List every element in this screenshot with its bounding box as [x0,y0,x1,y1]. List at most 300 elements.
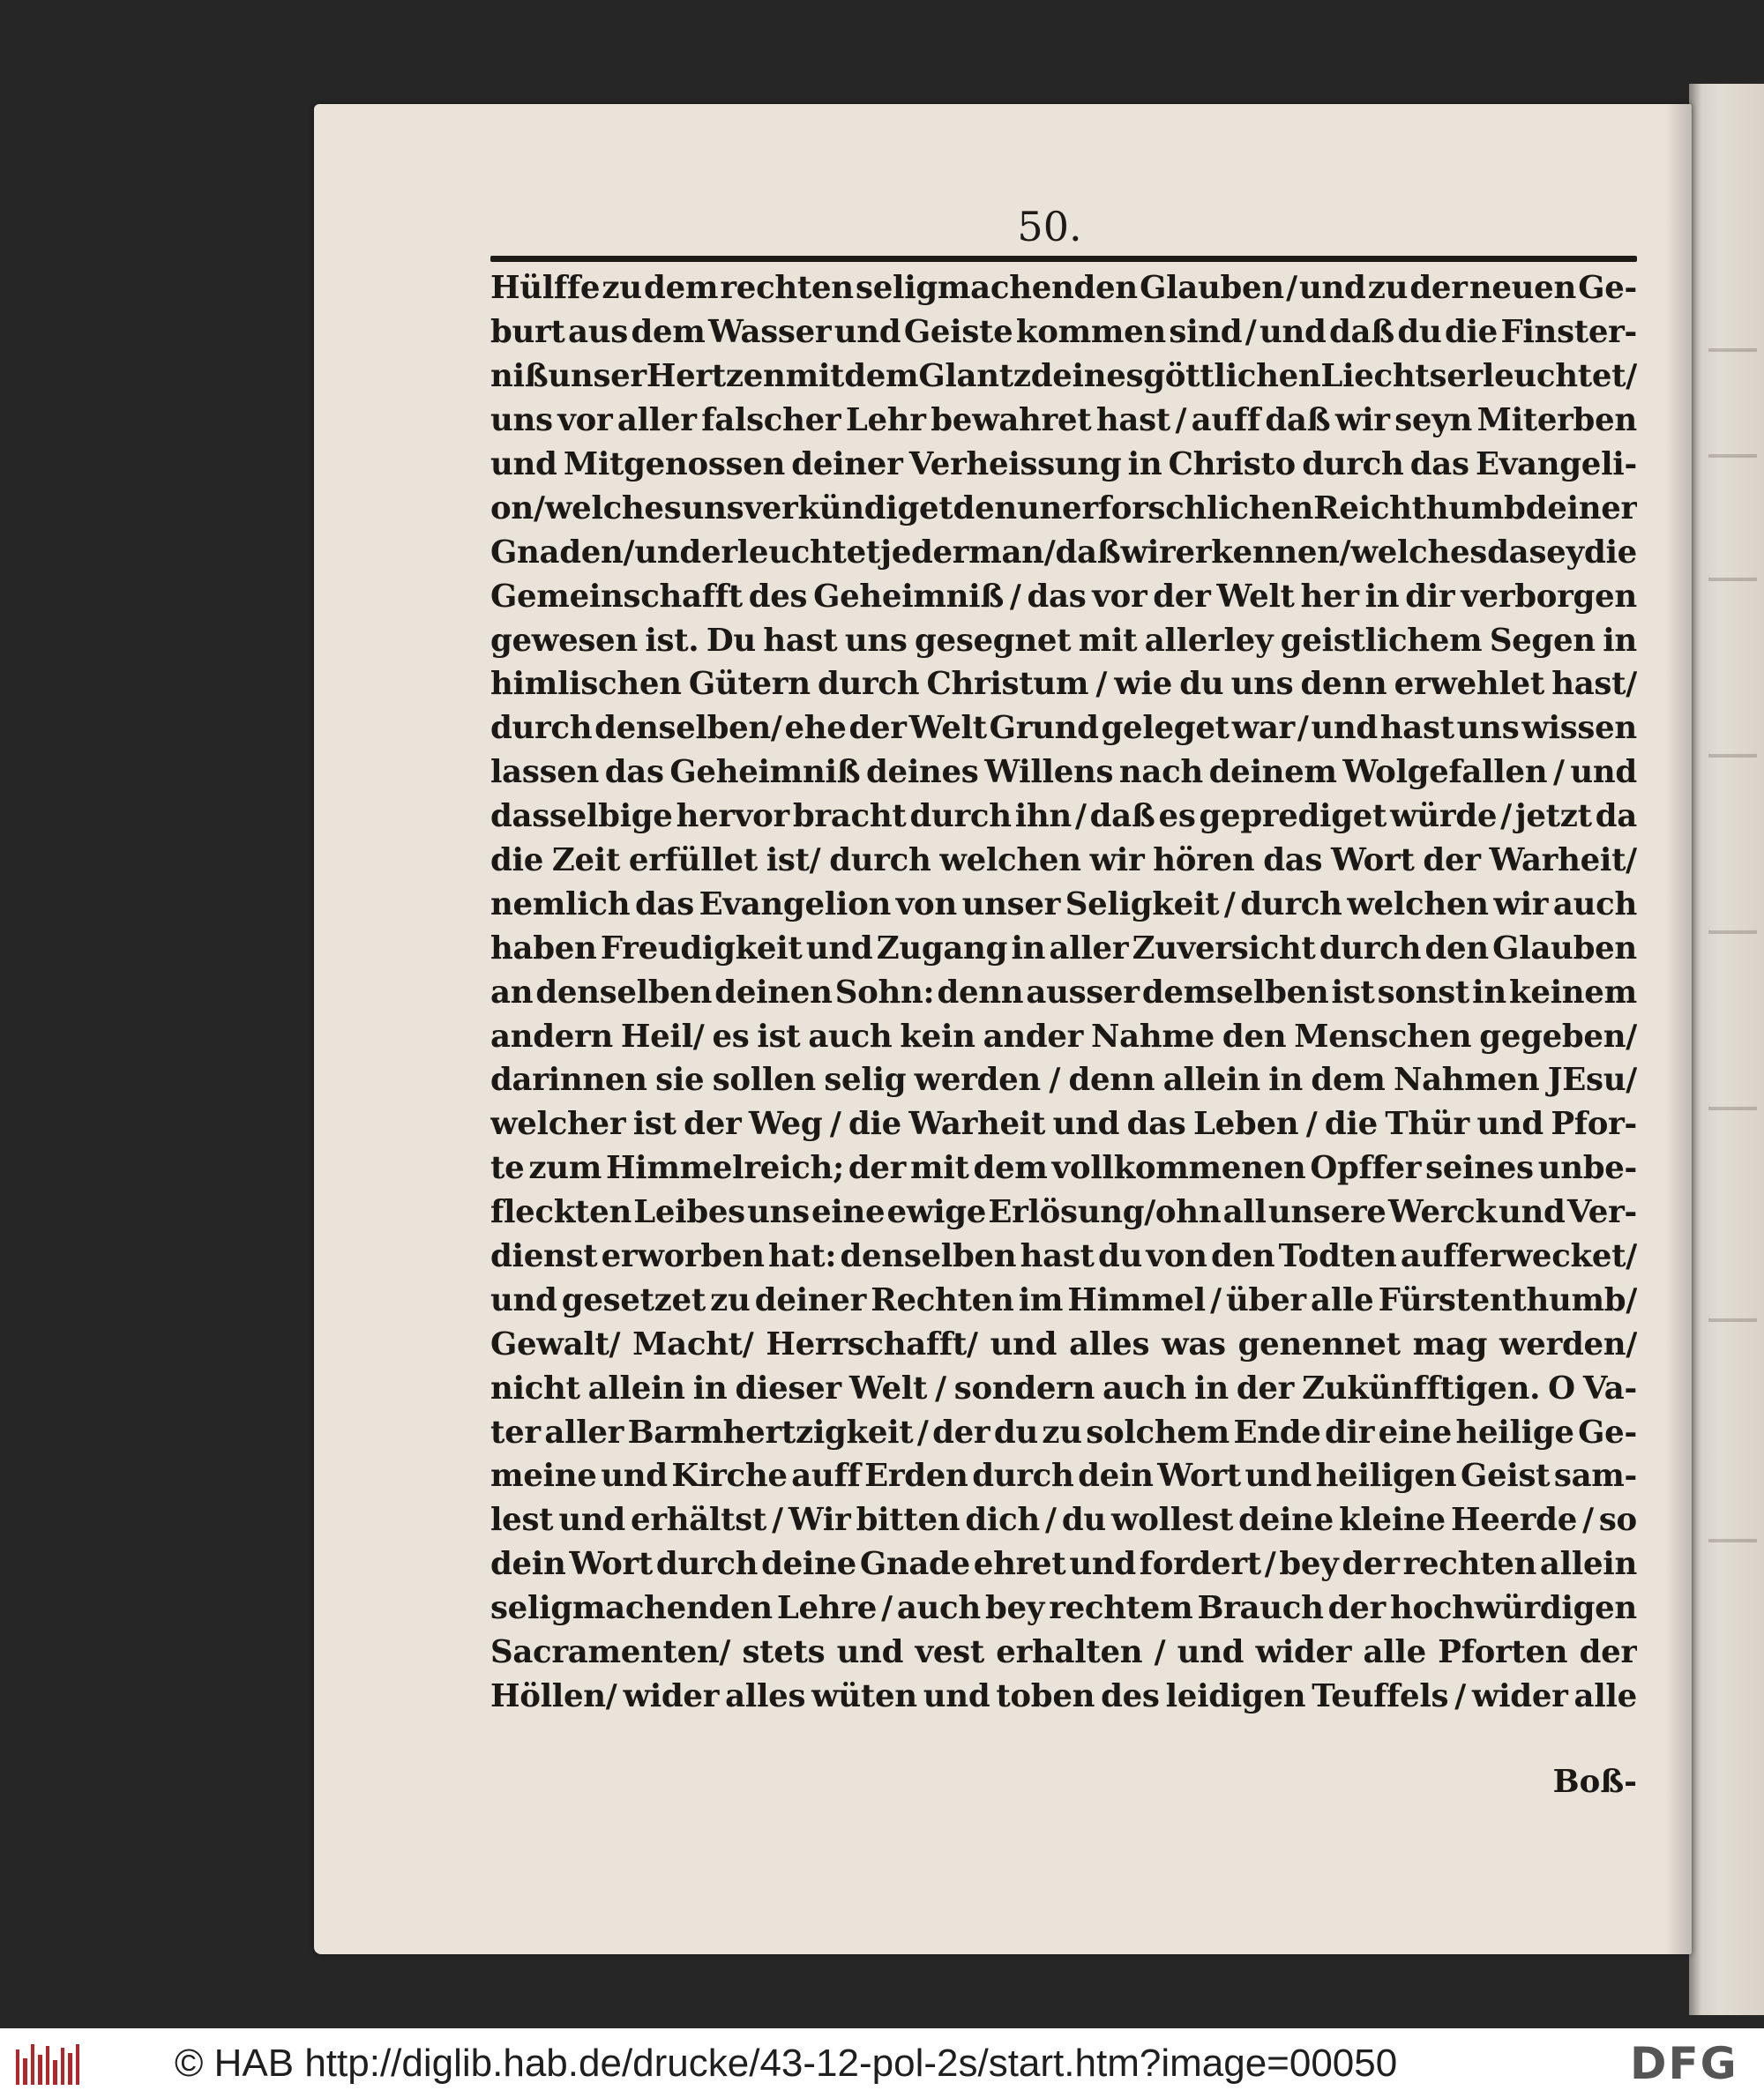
word: hervor [676,798,789,835]
word: über [1226,1281,1306,1318]
text-line [490,1454,1637,1498]
word: himlischen [490,666,682,703]
word: dem [844,358,919,395]
word: erkennen/ [1175,534,1351,571]
word: Gnaden/ [490,534,635,571]
word: unerforschlichen [1017,489,1314,526]
word: vest [915,1634,984,1671]
word: durch [972,1458,1074,1495]
word: und [923,1677,990,1714]
word: / [772,1502,783,1539]
word: Liechts [1320,358,1447,395]
word: erhalten [996,1634,1143,1671]
text-line [490,1587,1637,1631]
word: es [1158,798,1196,835]
word: hast/ [1551,666,1637,703]
word: das [1027,578,1087,615]
word: vor [557,402,613,439]
word: wir [1089,842,1145,879]
word: welcher [490,1106,626,1143]
word: selig [824,1062,907,1099]
word: ist [1331,974,1375,1011]
word: wir [1493,885,1549,922]
word: Hertzen [646,358,786,395]
word: wir [1120,534,1176,571]
word: wider [1255,1634,1352,1671]
word: Zugang [876,930,1008,967]
page-number: 50. [1017,203,1082,250]
word: die [848,1106,901,1143]
word: durch [1240,885,1342,922]
word: Thür [1385,1106,1469,1143]
word: toben [996,1677,1095,1714]
word: allerley [1144,622,1274,659]
word: Opffer [1310,1150,1422,1187]
word: Wasser [708,314,832,351]
word: gesetzet [561,1281,706,1318]
word: und [833,314,901,351]
word: und [1311,710,1378,747]
word: alles [725,1677,806,1714]
word: sam- [1553,1458,1637,1495]
word: dir [1405,578,1455,615]
word: uns [844,622,908,659]
word: ewige [886,1194,987,1231]
word: in [1472,974,1506,1011]
word: falscher [701,402,841,439]
word: Grund [989,710,1099,747]
word: O [1548,1370,1575,1407]
word: / [1009,578,1021,615]
bleed-through-mark [1708,754,1757,758]
word: des [748,578,808,615]
bleed-through-mark [1708,1107,1757,1110]
word: der [1342,1546,1400,1583]
hab-barcode-logo-icon [16,2042,79,2085]
text-line [490,1322,1637,1366]
word: Nahme [1091,1018,1215,1055]
word: die [490,842,543,879]
word: an [490,974,534,1011]
word: aller [1049,930,1129,967]
word: und [1245,1458,1312,1495]
copyright-url[interactable]: © HAB http://diglib.hab.de/drucke/43-12-pol-2s/start.htm?image=00050 [175,2042,1398,2085]
word: den [953,489,1017,526]
word: zu [602,270,642,307]
word: jetzt [1514,798,1592,835]
word: zu [710,1281,751,1318]
word: Glauben [1140,270,1284,307]
word: hat: [768,1238,837,1275]
word: Himmel [1067,1281,1206,1318]
text-line [490,618,1637,662]
text-line [490,882,1637,926]
word: hast [1379,710,1454,747]
text-line [490,1410,1637,1454]
word: alle [1363,1634,1426,1671]
word: Wort [1331,842,1415,879]
word: bey [984,1590,1045,1627]
word: / [1305,1106,1318,1143]
word: geleget [1101,710,1230,747]
word: / [1264,1546,1276,1583]
word: auch [896,1590,981,1627]
word: darinnen [490,1062,647,1099]
word: mag [1412,1325,1488,1363]
word: auff [791,1458,861,1495]
word: / [1049,1062,1061,1099]
word: geprediget [1199,798,1387,835]
word: ist/ [766,842,821,879]
word: vollkommenen [1051,1150,1306,1187]
word: der [1423,842,1481,879]
word: alles [1069,1325,1150,1363]
word: Segen [1489,622,1596,659]
word: rechtem [1049,1590,1193,1627]
word: ist [632,1106,676,1143]
word: ehret [973,1546,1066,1583]
word: Herrschafft/ [766,1325,978,1363]
word: nemlich [490,885,631,922]
word: aller [544,1414,624,1451]
word: welches [544,489,682,526]
word: Gewalt/ [490,1325,621,1363]
text-line [490,662,1637,706]
word: Ende [1233,1414,1321,1451]
word: Mitgenossen [563,446,785,482]
word: unser [548,358,647,395]
word: Zeit [551,842,621,879]
text-line [490,310,1637,355]
word: werden/ [1499,1325,1637,1363]
word: und [1499,1194,1566,1231]
word: ist. [645,622,699,659]
word: kein [900,1018,975,1055]
word: welchen [1347,885,1489,922]
word: bitten [856,1502,960,1539]
word: eine [1378,1414,1452,1451]
footer-bar [0,2028,1764,2098]
word: zum [528,1150,602,1187]
word: du [1098,1238,1143,1275]
word: all [1222,1194,1267,1231]
word: der [1153,578,1211,615]
word: Heil/ [620,1018,705,1055]
word: dein [490,1546,566,1583]
word: daß [1329,314,1394,351]
word: Miterben [1476,402,1637,439]
word: unser [961,885,1061,922]
word: Ver- [1566,1194,1637,1231]
word: Pforten [1438,1634,1568,1671]
word: sind [1169,314,1243,351]
text-line [490,266,1637,310]
word: Welt [1216,578,1295,615]
word: unbe- [1537,1150,1637,1187]
word: / [534,489,545,526]
bleed-through-mark [1708,454,1757,458]
word: lassen [490,754,600,791]
word: ihn [1014,798,1072,835]
word: Geist [1460,1458,1551,1495]
word: Erlösung/ohn [988,1194,1222,1231]
word: und [1259,314,1327,351]
word: Wolgefallen [1342,754,1548,791]
word: geistlichem [1280,622,1483,659]
word: gewesen [490,622,638,659]
text-line [490,970,1637,1014]
word: in [1127,446,1162,482]
word: daß [1265,402,1331,439]
word: / [829,1106,841,1143]
word: daß [1089,798,1155,835]
word: eine [811,1194,886,1231]
word: bracht [792,798,907,835]
word: JEsu/ [1547,1062,1637,1099]
word: welches [1350,534,1487,571]
word: Geheimniß [669,754,861,791]
word: des [1101,1677,1160,1714]
word: mit [910,1150,969,1187]
word: Christo [1168,446,1296,482]
word: on [490,489,534,526]
word: du [1061,1502,1106,1539]
word: Sacramenten/ [490,1634,731,1671]
word: der [1579,1634,1637,1671]
word: wider [623,1677,720,1714]
word: uns [1456,710,1520,747]
word: deiner [1525,489,1637,526]
word: Kirche [671,1458,788,1495]
word: ander [983,1018,1084,1055]
word: uns [490,402,553,439]
word: / [1095,666,1108,703]
word: Menschen [1294,1018,1472,1055]
word: denn [1068,1062,1155,1099]
word: Welt [908,710,987,747]
word: uns [1230,666,1294,703]
word: allein [1162,1062,1260,1099]
word: Du [706,622,756,659]
word: Lehr [845,402,926,439]
word: da [1595,798,1637,835]
word: auch [808,1018,893,1055]
word: Werck [1387,1194,1497,1231]
word: dein [1078,1458,1154,1495]
word: aller [617,402,697,439]
text-line [490,443,1637,487]
word: war [1231,710,1295,747]
word: Leibes [633,1194,745,1231]
text-line [490,486,1637,530]
word: von [1146,1238,1207,1275]
word: / [916,1414,929,1451]
word: Warheit/ [1489,842,1637,879]
word: durch [1302,446,1404,482]
word: / [935,1370,946,1407]
word: seines [1425,1150,1534,1187]
text-line [490,1675,1637,1719]
word: wüten [811,1677,917,1714]
word: Heerde [1450,1502,1577,1539]
word: neuen [1469,270,1576,307]
word: von [895,885,957,922]
word: sonst [1377,974,1470,1011]
word: / [1297,710,1309,747]
word: Wort [1157,1458,1241,1495]
word: allein [587,1370,685,1407]
word: lest [490,1502,554,1539]
word: du [1179,666,1224,703]
word: Seligkeit [1065,885,1220,922]
word: dich [965,1502,1040,1539]
word: was [1162,1325,1226,1363]
word: so [1598,1502,1637,1539]
dfg-logo: DFG [1630,2038,1738,2089]
word: würde [1390,798,1498,835]
text-line [490,1542,1637,1587]
word: meine [490,1458,597,1495]
text-line [490,355,1637,399]
word: mit [785,358,845,395]
word: andern [490,1018,613,1055]
word: denselben/ [594,710,782,747]
word: / [881,1590,893,1627]
word: durch [817,666,920,703]
word: hast [1020,1238,1095,1275]
word: deinen [714,974,833,1011]
word: rechten [1402,1546,1536,1583]
word: und [1570,754,1637,791]
word: dasselbige [490,798,673,835]
word: bewahret [931,402,1092,439]
word: in [692,1370,728,1407]
word: bey [1279,1546,1339,1583]
word: Zukünfftigen. [1302,1370,1541,1407]
word: und [990,1325,1058,1363]
word: Evangelion [699,885,891,922]
word: die [1324,1106,1378,1143]
word: und [1298,270,1366,307]
word: uns [681,489,744,526]
word: erwehlet [1394,666,1544,703]
word: hören [1153,842,1255,879]
word: Teuffels [1312,1677,1449,1714]
word: / [1500,798,1512,835]
word: Ge- [1578,270,1637,307]
word: fordert [1139,1546,1261,1583]
next-page-edge [1689,84,1764,2015]
word: deine [1238,1502,1334,1539]
word: kleine [1339,1502,1446,1539]
word: nach [1118,754,1203,791]
word: Ge- [1578,1414,1637,1451]
word: und [805,930,873,967]
word: burt [490,314,565,351]
word: Wir [788,1502,851,1539]
word: Evangeli- [1475,446,1637,482]
word: der [848,1150,907,1187]
word: ter [490,1414,541,1451]
word: wissen [1521,710,1637,747]
bleed-through-mark [1708,1318,1757,1322]
word: Macht/ [632,1325,754,1363]
word: keinem [1509,974,1637,1011]
word: denn [937,974,1024,1011]
word: Gemeinschafft [490,578,743,615]
word: hast [1095,402,1170,439]
word: und [836,1634,904,1671]
word: wir [1334,402,1390,439]
text-line [490,1146,1637,1191]
text-line [490,1498,1637,1542]
word: und [634,534,701,571]
word: rechten [720,270,854,307]
word: ist [757,1018,801,1055]
word: sollen [712,1062,816,1099]
word: Pfor- [1551,1106,1637,1143]
word: Weg [748,1106,823,1143]
word: aus [568,314,628,351]
text-line [490,1058,1637,1102]
text-line [490,1102,1637,1146]
word: Christum [926,666,1089,703]
word: und [1069,1546,1136,1583]
word: Zuversicht [1132,930,1316,967]
word: auch [1552,885,1637,922]
word: / [1210,1281,1222,1318]
word: Glantz [918,358,1031,395]
word: Todten [1278,1238,1397,1275]
word: verborgen [1461,578,1637,615]
word: unsere [1267,1194,1387,1231]
word: / [1286,270,1297,307]
word: deiner [754,1281,866,1318]
word: gesegnet [915,622,1072,659]
word: dieser [735,1370,841,1407]
word: Sohn: [834,974,935,1011]
word: und [601,1458,668,1495]
word: Geheimniß [813,578,1005,615]
word: / [1074,798,1087,835]
word: wie [1114,666,1173,703]
word: kommen [1015,314,1166,351]
text-line [490,795,1637,839]
word: durch [655,1546,759,1583]
word: alle [1573,1677,1637,1714]
word: hast [763,622,838,659]
word: haben [490,930,597,967]
word: aufferwecket/ [1400,1238,1637,1275]
word: du [993,1414,1038,1451]
word: Warheit [908,1106,1046,1143]
text-line [490,574,1637,618]
word: solchem [1086,1414,1230,1451]
word: und [1476,1106,1544,1143]
word: dem [973,1150,1048,1187]
word: in [1268,1062,1303,1099]
word: hochwürdigen [1389,1590,1637,1627]
word: Höllen/ [490,1677,617,1714]
word: in [1603,622,1637,659]
word: daß [1055,534,1121,571]
word: te [490,1150,525,1187]
word: Gütern [688,666,811,703]
word: dem [644,270,719,307]
word: Barmhertzigkeit [627,1414,914,1451]
word: Lehre [776,1590,878,1627]
word: erhältst [631,1502,767,1539]
